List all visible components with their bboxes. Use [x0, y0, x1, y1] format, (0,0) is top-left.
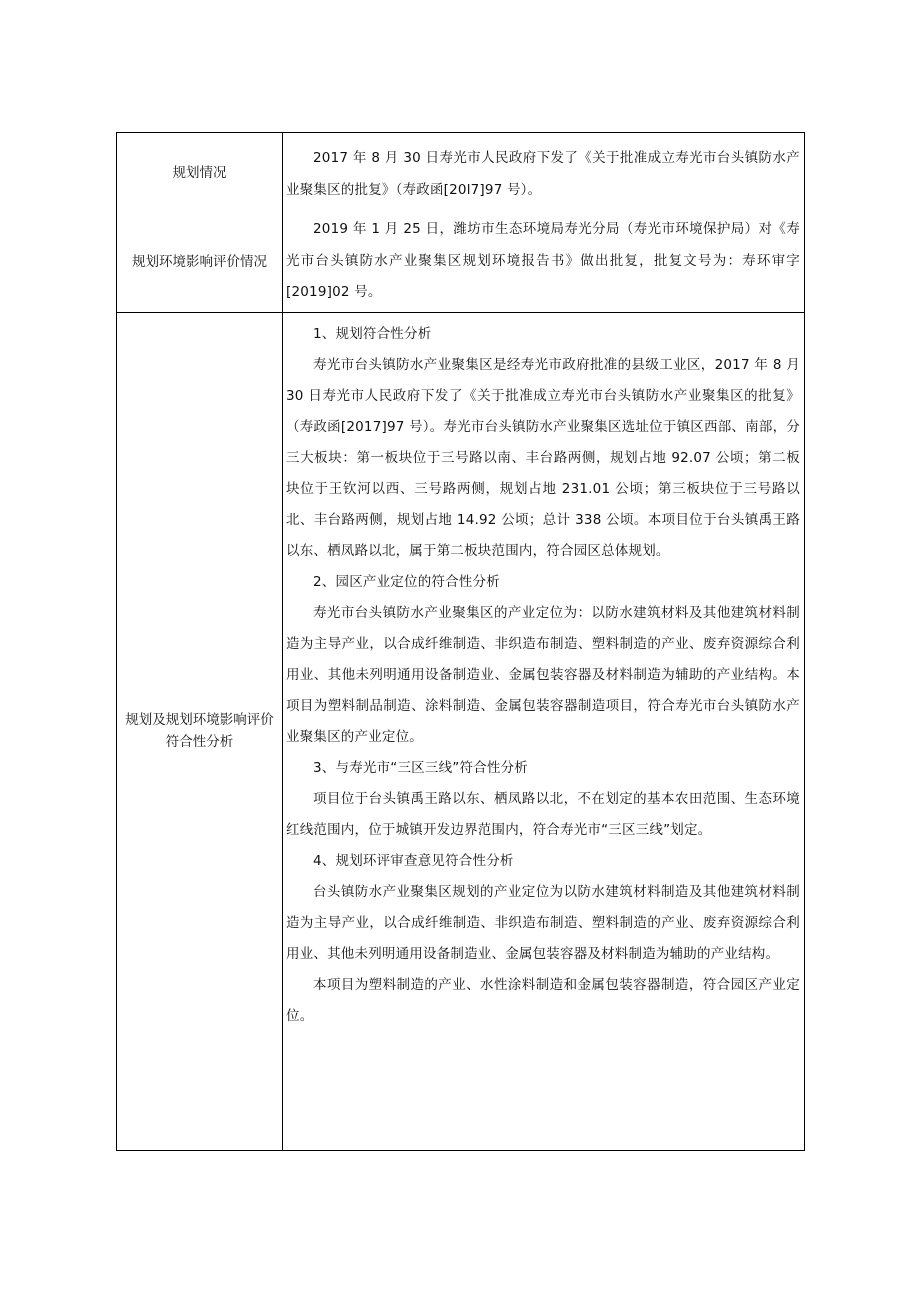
label-compliance-line1: 规划及规划环境影响评价 [125, 712, 274, 728]
section-heading-4: 4、规划环评审查意见符合性分析 [313, 853, 514, 869]
section-heading-2: 2、园区产业定位的符合性分析 [313, 574, 500, 590]
label-compliance-analysis [117, 709, 282, 753]
section-heading-3: 3、与寿光市“三区三线”符合性分析 [313, 760, 528, 776]
section-paragraph-3: 项目位于台头镇禹王路以东、栖凤路以北，不在划定的基本农田范围、生态环境红线范围内，位于城镇开发边界范围内，符合寿光市“三区三线”划定。 [286, 791, 800, 838]
row-divider [117, 312, 804, 313]
label-planning-status: 规划情况 [172, 165, 227, 181]
planning-approval-paragraph: 2017 年 8 月 30 日寿光市人民政府下发了《关于批准成立寿光市台头镇防水产业聚集区的批复》（寿政函[20l7]97 号）。 [286, 150, 800, 198]
label-compliance-line2: 符合性分析 [165, 734, 234, 750]
planning-table [116, 132, 805, 1151]
section-paragraph-4: 台头镇防水产业聚集区规划的产业定位为以防水建筑材料制造及其他建筑材料制造为主导产业，以合成纤维制造、非织造布制造、塑料制造的产业、废弃资源综合利用业、其他未列明通用设备制造业、金属包装容器及材料制造为辅助的产业结构。 [286, 884, 800, 962]
section-paragraph-5: 本项目为塑料制造的产业、水性涂料制造和金属包装容器制造，符合园区产业定位。 [286, 977, 800, 1024]
section-paragraph-1: 寿光市台头镇防水产业聚集区是经寿光市政府批准的县级工业区，2017 年 8 月 30 日寿光市人民政府下发了《关于批准成立寿光市台头镇防水产业聚集区的批复》（寿政函[2017]97 号）。寿光市台头镇防水产业聚集区选址位于镇区西部、南部，分三大板块：第一板块位于三号路以南、丰台路两侧，规划占地 92.07 公顷；第二板块位于王钦河以西、三号路两侧，规划占地 231.01 公顷；第三板块位于三号路以北、丰台路两侧，规划占地 14.92 公顷；总计 338 公顷。本项目位于台头镇禹王路以东、栖凤路以北，属于第二板块范围内，符合园区总体规划。 [286, 357, 800, 559]
label-planning-eia-status: 规划环境影响评价情况 [132, 254, 267, 270]
row2-content [282, 319, 804, 1032]
section-paragraph-2: 寿光市台头镇防水产业聚集区的产业定位为：以防水建筑材料及其他建筑材料制造为主导产业，以合成纤维制造、非织造布制造、塑料制造的产业、废弃资源综合利用业、其他未列明通用设备制造业、金属包装容器及材料制造为辅助的产业结构。本项目为塑料制品制造、涂料制造、金属包装容器制造项目，符合寿光市台头镇防水产业聚集区的产业定位。 [286, 605, 800, 745]
eia-approval-paragraph: 2019 年 1 月 25 日，潍坊市生态环境局寿光分局（寿光市环境保护局）对《寿光市台头镇防水产业聚集区规划环境报告书》做出批复，批复文号为：寿环审字[2019]02 号。 [286, 221, 800, 300]
section-heading-1: 1、规划符合性分析 [313, 326, 432, 342]
row1-content [282, 143, 804, 309]
